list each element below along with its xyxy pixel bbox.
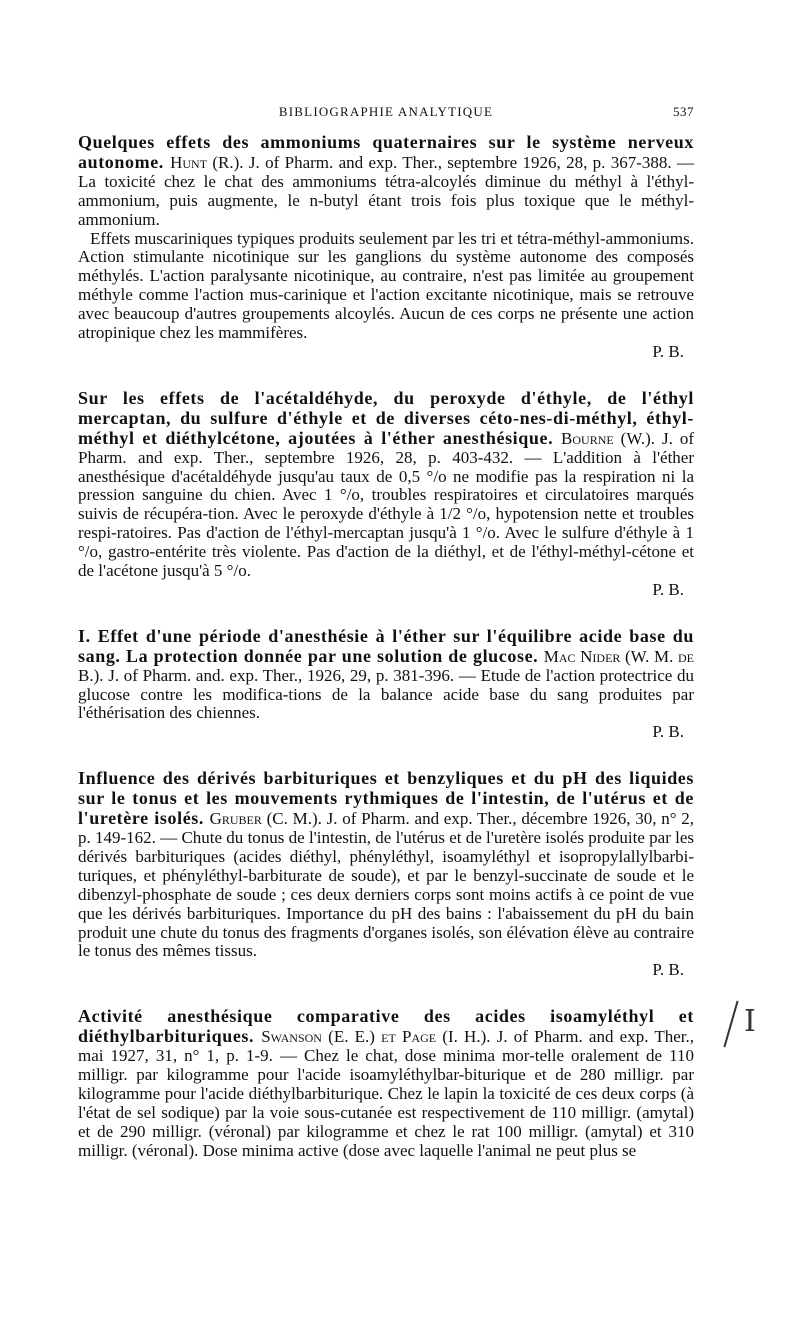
roman-numeral-mark: I	[744, 1004, 756, 1039]
entry-author: Gruber (C. M.).	[209, 809, 322, 829]
entry-reference: J. of Pharm. and exp. Ther., septembre 1926, 28, p. 403-432.	[78, 428, 694, 467]
entry-text	[78, 627, 694, 724]
entry-reference: J. of Pharm. and exp. Ther., décembre 1926, 30, n° 2, p. 149-162.	[78, 809, 694, 847]
entry-summary: — L'addition à l'éther anesthésique d'acétaldéhyde jusqu'au taux de 0,5 °/o ne modifie pas la respiration ni la pression sanguine du chien. Avec 1 °/o, troubles respiratoires et circulatoires marqués suivis de récupéra-tion. Avec le peroxyde d'éthyle à 1/2 °/o, hypotension nette et troubles respi-ratoires. Pas d'action de l'éthyl-mercaptan jusqu'à 1 °/o. Avec le sulfure d'éthyle à 1 °/o, gastro-entérite très violente. Pas d'action de la diéthyl, et de l'éthyl-méthyl-cétone et de l'acétone jusqu'à 5 °/o.	[78, 447, 695, 581]
handwritten-margin-mark	[722, 996, 782, 1056]
entry-paragraph: Effets muscariniques typiques produits seulement par les tri et tétra-méthyl-ammoniums. Action stimulante nicotinique sur les ganglions du système autonome des composés méthylés. L'action paralysante nicotinique, au contraire, n'est pas limitée au groupement méthyle comme l'action mus-carinique et l'action excitante nicotinique, mais se retrouve avec beaucoup d'autres groupements alcoylés. Aucun de ces corps ne présente une action atropinique chez les mammifères.	[78, 228, 694, 343]
entry-reference: J. of Pharm. and exp. Ther., septembre 1926, 28, p. 367-388.	[248, 152, 672, 172]
bibliography-entry	[78, 627, 694, 742]
entry-title: Influence des dérivés barbituriques et benzyliques et du pH des liquides sur le tonus et les mouvements rythmiques de l'intestin, de l'utérus et de l'uretère isolés.	[78, 768, 694, 829]
entry-reference: J. of Pharm. and. exp. Ther., 1926, 29, p. 381-396.	[108, 665, 455, 685]
entry-reference: J. of Pharm. and exp. Ther., mai 1927, 31, n° 1, p. 1-9.	[78, 1027, 695, 1066]
bibliography-entry	[78, 1007, 694, 1160]
entry-author: Mac Nider (W. M. de B.).	[78, 646, 694, 685]
entry-title: Sur les effets de l'acétaldéhyde, du peroxyde d'éthyle, de l'éthyl mercaptan, du sulfure d'éthyle et de diverses céto-nes-di-méthyl, éthyl-méthyl et diéthylcétone, ajoutées à l'éther anesthésique.	[78, 387, 694, 448]
entry-signature: P. B.	[652, 341, 684, 361]
running-title: BIBLIOGRAPHIE ANALYTIQUE	[278, 104, 494, 119]
entry-summary: — Chez le chat, dose minima mor-telle oralement de 110 milligr. par kilogramme pour l'acide isoamyléthylbar-biturique et de 280 milligr. par kilogramme pour l'acide diéthylbarbiturique. Chez le lapin la toxicité de ces deux corps (à l'état de sel sodique) par la voie sous-cutanée est respectivement de 110 milligr. (amytal) et de 290 milligr. (véronal) par kilogramme et chez le rat 100 milligr. (amytal) et 310 milligr. (véronal). Dose minima active (dose avec laquelle l'animal ne peut plus se	[78, 1046, 695, 1160]
entry-signature: P. B.	[652, 722, 684, 742]
entry-text	[78, 769, 694, 961]
entry-author: Swanson (E. E.) et Page (I. H.).	[261, 1027, 491, 1047]
entry-author: Bourne (W.).	[561, 428, 655, 448]
page-body	[78, 133, 694, 1188]
entry-summary: — La toxicité chez le chat des ammoniums tétra-alcoylés diminue du méthyl à l'éthyl-ammonium, puis augmente, le n-butyl étant trois fois plus toxique que le méthyl-ammonium.	[78, 152, 695, 229]
entry-title: Activité anesthésique comparative des acides isoamyléthyl et diéthylbarbituriques.	[78, 1006, 694, 1047]
bibliography-entry	[78, 769, 694, 980]
bibliography-entry	[78, 389, 694, 600]
pencil-slash-mark	[723, 1001, 738, 1048]
entry-signature: P. B.	[652, 960, 684, 980]
page-header	[78, 102, 694, 124]
entry-summary: — Etude de l'action protectrice du glucose contre les modifica-tions de la balance acide base du sang produites par l'éthérisation des chiennes.	[78, 665, 695, 723]
entry-summary: — Chute du tonus de l'intestin, de l'utérus et de l'uretère isolés produite par les dérivés barbituriques (acides diéthyl, phényléthyl, isoamyléthyl et isopropylallylbarbi-turiques, et phényléthyl-barbiturate de soude), et par le benzyl-succinate de soude et le dibenzyl-phosphate de soude ; ces deux derniers corps sont moins actifs à ce point de vue que les dérivés barbituriques. Importance du pH des bains : l'abaissement du pH du bain produit une chute du tonus des fragments d'organes isolés, son élévation élève au contraire le tonus des mêmes tissus.	[78, 828, 694, 961]
entry-title: Quelques effets des ammoniums quaternaires sur le système nerveux autonome.	[78, 132, 694, 172]
page-number: 537	[673, 104, 694, 119]
entry-text	[78, 1007, 694, 1160]
bibliography-entry	[78, 133, 694, 362]
entry-text	[78, 133, 694, 230]
entry-text	[78, 389, 694, 581]
entry-title: I. Effet d'une période d'anesthésie à l'éther sur l'équilibre acide base du sang. La protection donnée par une solution de glucose.	[78, 625, 694, 666]
entry-author: Hunt (R.).	[170, 152, 244, 172]
entry-signature: P. B.	[652, 579, 684, 599]
